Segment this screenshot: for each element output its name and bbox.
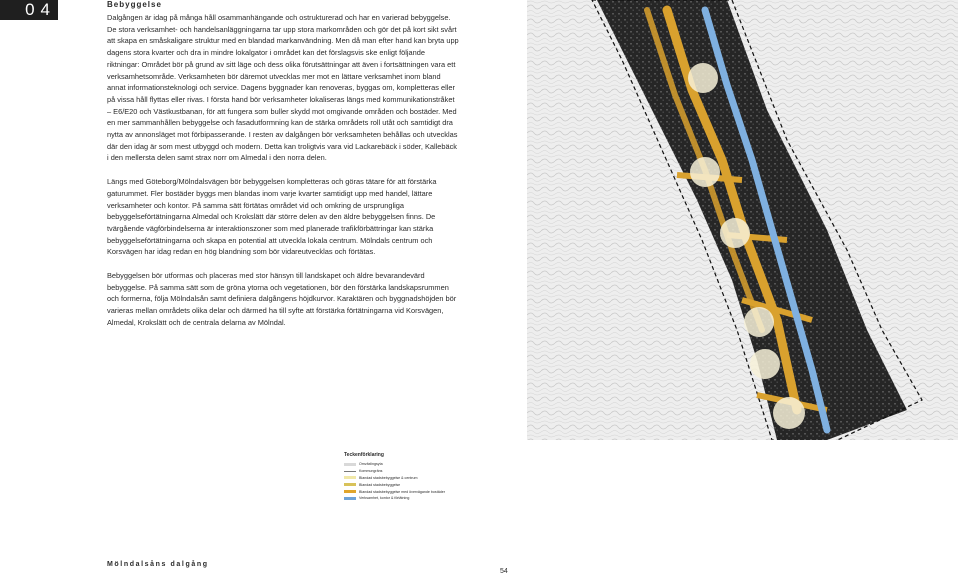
centre-almedal xyxy=(690,157,720,187)
legend-row xyxy=(344,475,464,482)
chapter-number: 04 xyxy=(0,0,58,20)
legend-swatch xyxy=(344,463,356,466)
centre-kroklatt xyxy=(720,218,750,248)
legend-label: Blandad stadsbebyggelse med övervägande bostäder xyxy=(359,489,445,494)
map-legend xyxy=(344,452,464,502)
legend-label: Blandad stadsbebyggelse xyxy=(359,482,401,487)
legend-swatch xyxy=(344,476,356,479)
legend-swatch xyxy=(344,483,356,486)
centre-kallebäck xyxy=(744,307,774,337)
legend-swatch xyxy=(344,471,356,472)
legend-label: Kommungräns xyxy=(359,469,383,474)
legend-label: Verksamhet, kontor & förtätning xyxy=(359,496,410,501)
legend-row xyxy=(344,495,464,502)
legend-row xyxy=(344,461,464,468)
legend-row xyxy=(344,481,464,488)
paragraph-3: Bebyggelsen bör utformas och placeras med stor hänsyn till landskapet och äldre bevarandevärd bebyggelse. På samma sätt som de gröna ytorna och vegetationen, bör den förstärka landskapsrummen och formerna, följa Mölndalsån samt definiera dalgångens höjdkurvor. Karaktären och byggnadshöjden bör varieras mellan områdets olika delar och därmed ha till syfte att förstärka förtätningarna vid Korsvägen, Almedal, Krokslätt och de centrala delarna av Mölndal. xyxy=(107,271,457,327)
text-column xyxy=(107,0,459,341)
legend-label: Omväxlingsyta xyxy=(359,462,383,467)
legend-row xyxy=(344,488,464,495)
centre-lackareback xyxy=(773,397,805,429)
paragraph-1: Dalgången är idag på många håll osammanhängande och ostrukturerad och har en varierad bebyggelse. De stora verksamhet- och handelsanläggningarna tar upp stora markområden och gör det på kort sikt svårt att skapa en småskaligare struktur med en blandad markanvändning. Men då man efter hand kan bryta upp dagens stora kvarter och dra in mindre lokalgator i området kan det förslagsvis ske enligt följande riktningar: Området bör på grund av sitt läge och dess olika förutsättningar att även i fortsättningen vara ett verksamhetsområde. Verksamheten bör däremot utvecklas mer mot en lättare verksamhet inom bland annat informationsteknologi och service. Dagens byggnader kan renoveras, byggas om, kompletteras eller på vissa håll flyttas eller rivas. I första hand bör verksamheter lokaliseras längs med kommunikationstråket – E6/E20 och Västkustbanan, för att fungera som buller skydd mot omgivande områden och bostäder. Med en mer sammanhållen bebyggelse och fasadutformning kan de stärka områdets roll utåt och samtidigt dra nytta av annonsläget mot förbipasserande. I resten av dalgången bör verksamheten behållas och utvecklas där den idag är som mest utbyggd och modern. Detta kan troligtvis vara vid Lackarebäck i söder, Kallebäck i den mellersta delen samt strax norr om Almedal i den norra delen. xyxy=(107,13,459,163)
footer-title: Mölndalsåns dalgång xyxy=(107,561,209,568)
valley-map xyxy=(527,0,958,440)
legend-row xyxy=(344,468,464,475)
centre-korsvagen xyxy=(688,63,718,93)
paragraph-2: Längs med Göteborg/Mölndalsvägen bör bebyggelsen kompletteras och göras tätare för att förstärka gaturummet. Fler bostäder byggs men blandas inom varje kvarter samtidigt upp med handel, lättare verksamheter och kontor. På samma sätt förtätas området vid och omkring de ursprungliga bebyggelseförtätningarna Almedal och Krokslätt där större delen av den äldre bebyggelsen finns. De tvärgående vägförbindelserna är interaktionszoner som med planerade trafikförbättringar kan stärka bebyggelseförtätningarna och skapa en potential att utveckla lokala centrum. Mölndals centrum och Korsvägen har idag redan en hög blandning som bör vidareutvecklas och förtätas. xyxy=(107,177,437,257)
legend-swatch xyxy=(344,490,356,493)
page-number: 54 xyxy=(500,568,508,575)
centre-molndal xyxy=(750,349,780,379)
legend-swatch xyxy=(344,497,356,500)
legend-title: Teckenförklaring xyxy=(344,452,384,458)
legend-label: Blandad stadsbebyggelse & centrum xyxy=(359,475,418,480)
section-title: Bebyggelse xyxy=(107,0,162,9)
